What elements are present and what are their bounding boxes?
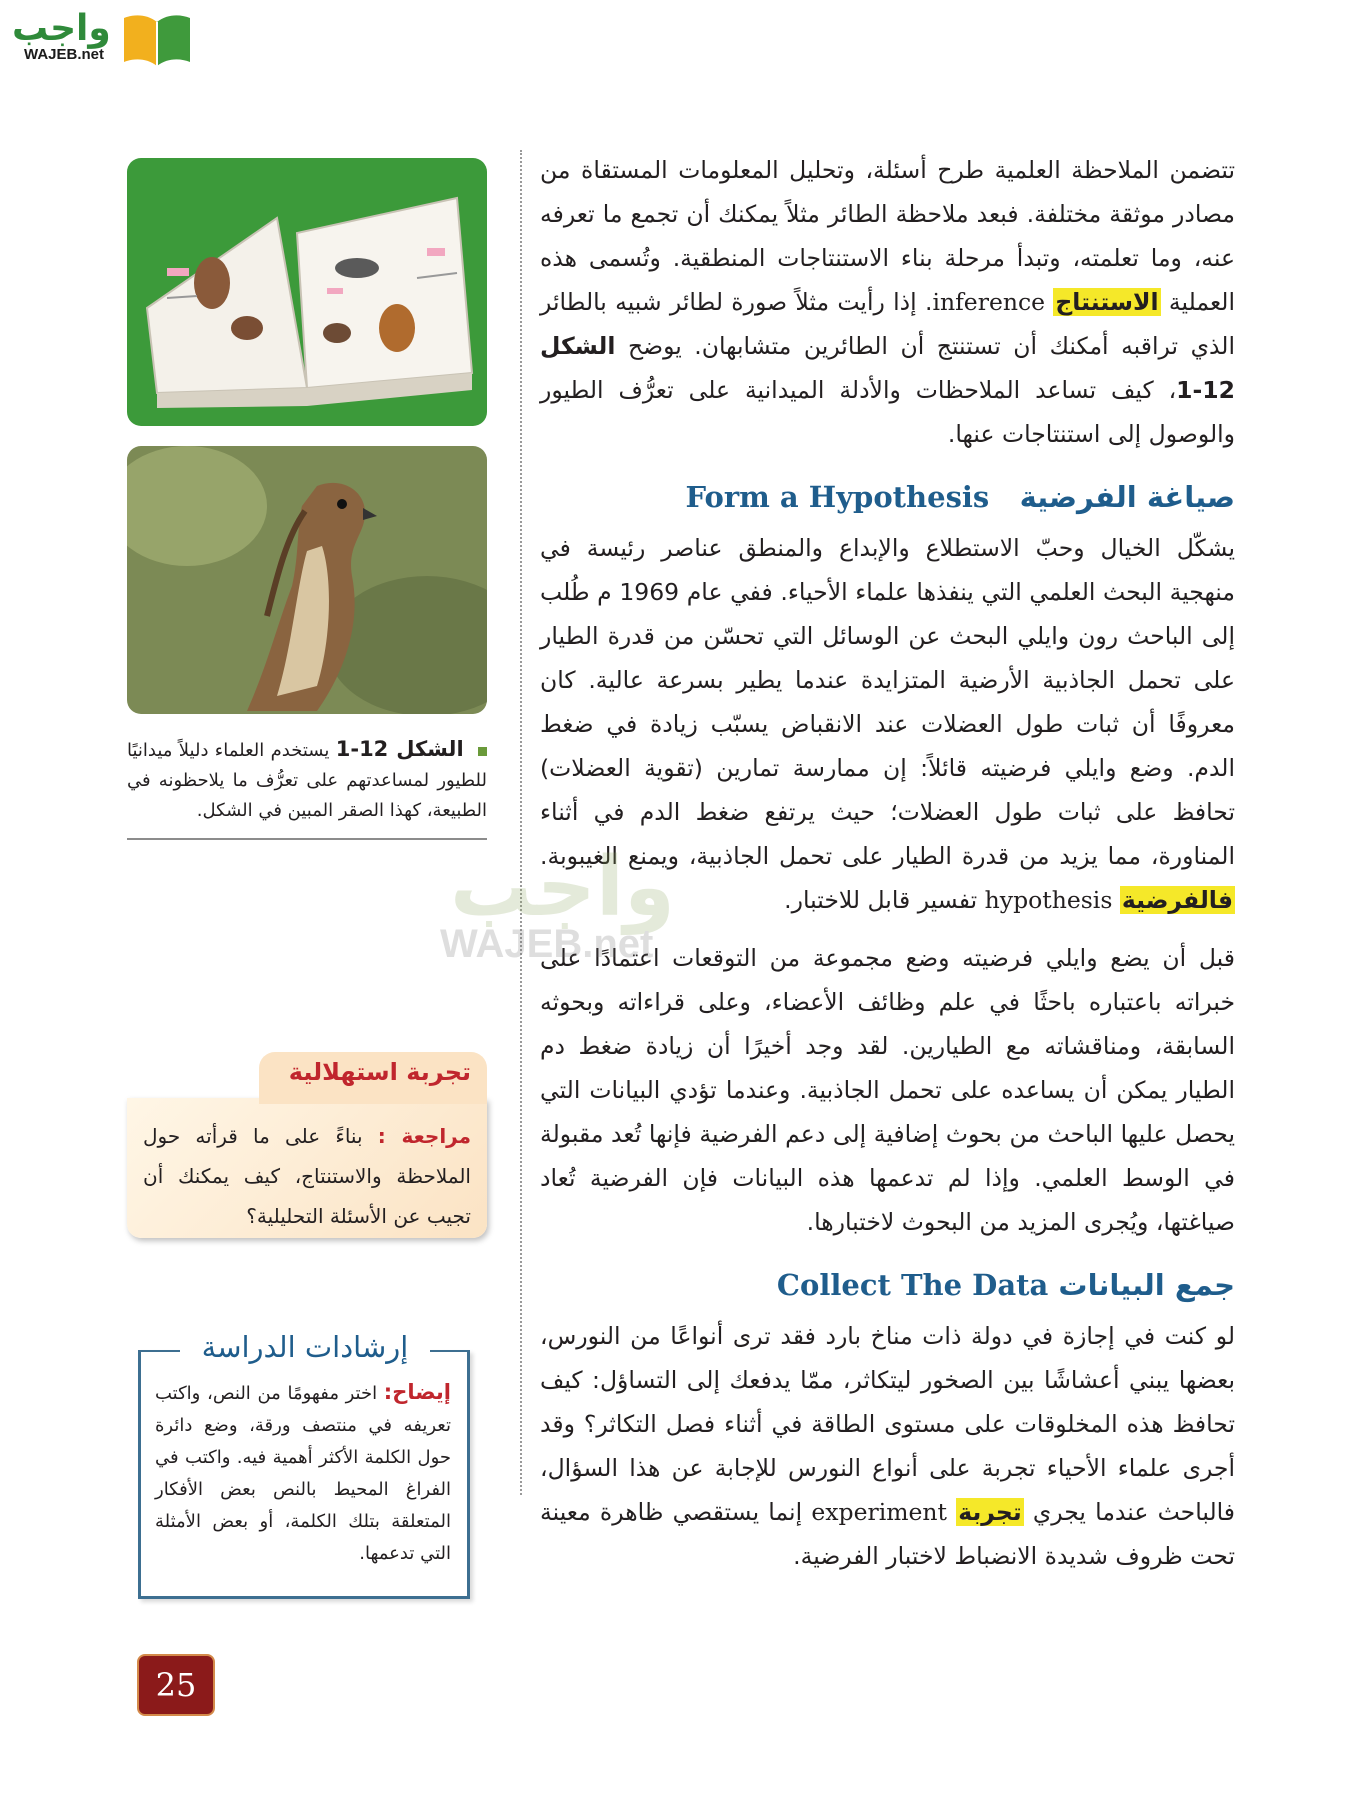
figure-caption [127, 734, 487, 826]
figure-caption-text: يستخدم العلماء دليلاً ميدانيًا للطيور لمساعدتهم على تعرُّف ما يلاحظونه في الطبيعة، كهذا الصقر المبين في الشكل. [127, 740, 487, 821]
term-hypothesis-ar: فالفرضية [1121, 886, 1233, 914]
hypothesis-text-end: تفسير قابل للاختبار. [784, 886, 978, 914]
launch-lab-label: مراجعة : [377, 1124, 471, 1148]
hypothesis-text: يشكّل الخيال وحبّ الاستطلاع والإبداع والمنطق عناصر رئيسة في منهجية البحث العلمي التي ينفذها علماء الأحياء. ففي عام 1969 م طُلب إلى الباحث رون وايلي البحث عن الوسائل التي تحسّن من قدرة الطيار على تحمل الجاذبية الأرضية المتزايدة عندما يطير بسرعة عالية. كان معروفًا أن ثبات طول العضلات عند الانقباض يسبّب زيادة في ضغط الدم. وضع وايلي فرضيته قائلاً: إن ممارسة تمارين (تقوية العضلات) تحافظ على ثبات طول العضلات؛ حيث يرتفع ضغط الدم في أثناء المناورة، مما يزيد من قدرة الطيار على تحمل الجاذبية، ويمنع الغيبوبة. [540, 534, 1235, 870]
study-guide-title: إرشادات الدراسة [180, 1330, 430, 1364]
launch-lab-text [143, 1116, 471, 1236]
column-divider [520, 150, 522, 1495]
heading-collect-data [540, 1268, 1235, 1302]
term-hypothesis-en: hypothesis [984, 886, 1113, 914]
book-icon [122, 10, 192, 68]
term-experiment-ar: تجربة [958, 1498, 1022, 1526]
launch-lab-title: تجربة استهلالية [288, 1058, 471, 1086]
heading-data-ar: جمع البيانات [1058, 1268, 1235, 1302]
term-experiment-en: experiment [811, 1498, 947, 1526]
study-guide-box [138, 1350, 470, 1599]
watermark-en: WAJEB.net [440, 922, 654, 966]
intro-paragraph [540, 148, 1235, 456]
data-text: لو كنت في إجازة في دولة ذات مناخ بارد فقد ترى أنواعًا من النورس، بعضها يبني أعشاشًا بين الصخور ليتكاثر، ممّا يدفعك إلى التساؤل: كيف تحافظ هذه المخلوقات على مستوى الطاقة في أثناء فصل التكاثر؟ وقد أجرى علماء الأحياء تجربة على أنواع النورس للإجابة عن هذا السؤال، فالباحث عندما يجري [540, 1322, 1235, 1526]
heading-hypothesis [540, 480, 1235, 514]
site-logo[interactable] [12, 8, 192, 70]
heading-data-en: Collect The Data [776, 1268, 1049, 1302]
term-inference-ar: الاستنتاج [1055, 288, 1159, 316]
heading-hypothesis-en: Form a Hypothesis [685, 480, 990, 514]
data-text-end: إنما يستقصي ظاهرة معينة تحت ظروف شديدة الانضباط لاختبار الفرضية. [540, 1498, 1235, 1570]
launch-lab-box [127, 1052, 487, 1238]
bullet-square-icon [478, 747, 487, 756]
intro-text-2: . إذا رأيت مثلاً صورة لطائر شبيه بالطائر الذي تراقبه أمكنك أن تستنتج أن الطائرين متشابهان. يوضح [540, 288, 1235, 360]
study-guide-text [155, 1376, 451, 1570]
figure-caption-label: الشكل 12-1 [335, 737, 464, 761]
term-inference-en: inference [932, 288, 1046, 316]
intro-text: تتضمن الملاحظة العلمية طرح أسئلة، وتحليل المعلومات المستقاة من مصادر موثقة مختلفة. فبعد ملاحظة الطائر مثلاً يمكنك أن تجمع ما تعرفه عنه، وما تعلمته، وتبدأ مرحلة بناء الاستنتاجات المنطقية. وتُسمى هذه العملية [540, 156, 1235, 316]
watermark-ar: واجب [450, 840, 675, 935]
falcon-photo [127, 446, 487, 714]
hypothesis-paragraph-2: قبل أن يضع وايلي فرضيته وضع مجموعة من التوقعات اعتمادًا على خبراته باعتباره باحثًا في علم وظائف الأعضاء، وعلى قراءاته وبحوثه السابقة، ومناقشاته مع الطيارين. لقد وجد أخيرًا أن زيادة ضغط دم الطيار يمكن أن يساعده على تحمل الجاذبية. وعندما تؤدي البيانات التي يحصل عليها الباحث من بحوث إضافية إلى دعم الفرضية فإنها تُعد مقبولة في الوسط العلمي. وإذا لم تدعمها هذه البيانات فإن الفرضية تُعاد صياغتها، ويُجرى المزيد من البحوث لاختبارها. [540, 944, 1235, 1236]
main-column [540, 148, 1235, 1578]
launch-lab-tab [259, 1052, 487, 1104]
launch-lab-question: بناءً على ما قرأته حول الملاحظة والاستنتاج، كيف يمكنك أن تجيب عن الأسئلة التحليلية؟ [143, 1124, 471, 1228]
caption-rule [127, 838, 487, 840]
study-guide-label: إيضاح: [383, 1380, 451, 1404]
figure-reference: الشكل 12-1 [540, 332, 1235, 404]
intro-text-3: ، كيف تساعد الملاحظات والأدلة الميدانية على تعرُّف الطيور والوصول إلى استنتاجات عنها. [540, 376, 1235, 448]
logo-subtitle: WAJEB.net [24, 46, 105, 63]
field-guide-photo [127, 158, 487, 426]
study-guide-body: اختر مفهومًا من النص، واكتب تعريفه في منتصف ورقة، وضع دائرة حول الكلمة الأكثر أهمية فيه. واكتب في الفراغ المحيط بالنص بعض الأفكار المتعلقة بتلك الكلمة، أو بعض الأمثلة التي تدعمها. [155, 1383, 451, 1564]
heading-hypothesis-ar: صياغة الفرضية [1019, 480, 1235, 514]
logo-word: واجب [12, 8, 111, 49]
hypothesis-paragraph-1 [540, 526, 1235, 922]
data-paragraph [540, 1314, 1235, 1578]
page-number: 25 [137, 1654, 215, 1716]
